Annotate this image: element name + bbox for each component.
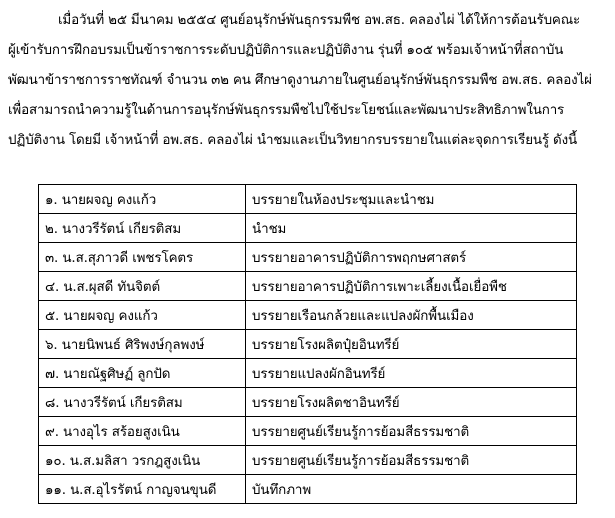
- staff-duty-cell: บันทึกภาพ: [246, 475, 577, 504]
- table-row: [39, 446, 577, 475]
- staff-duty-cell: บรรยายศูนย์เรียนรู้การย้อมสีธรรมชาติ: [246, 446, 577, 475]
- table-row: [39, 185, 577, 214]
- staff-duty-cell: บรรยายอาคารปฏิบัติการเพาะเลี้ยงเนื้อเยื่อพืช: [246, 272, 577, 301]
- staff-duty-cell: บรรยายโรงผลิตปุ๋ยอินทรีย์: [246, 330, 577, 359]
- staff-duty-cell: บรรยายเรือนกล้วยและแปลงผักพื้นเมือง: [246, 301, 577, 330]
- staff-name-cell: ๕. นายผจญ คงแก้ว: [39, 301, 246, 330]
- staff-name-cell: ๑. นายผจญ คงแก้ว: [39, 185, 246, 214]
- staff-duty-cell: นำชม: [246, 214, 577, 243]
- staff-name-cell: ๘. นางวรีรัตน์ เกียรติสม: [39, 388, 246, 417]
- table-row: [39, 359, 577, 388]
- staff-duty-table: [38, 184, 577, 504]
- table-row: [39, 301, 577, 330]
- staff-duty-cell: บรรยายโรงผลิตชาอินทรีย์: [246, 388, 577, 417]
- table-row: [39, 388, 577, 417]
- table-row: [39, 243, 577, 272]
- paragraph-line: ปฏิบัติงาน โดยมี เจ้าหน้าที่ อพ.สธ. คลองไผ่ นำชมและเป็นวิทยากรบรรยายในแต่ละจุดการเรียนรู้ ดังนี้: [8, 133, 578, 148]
- staff-name-cell: ๓. น.ส.สุภาวดี เพชรโคตร: [39, 243, 246, 272]
- staff-name-cell: ๖. นายนิพนธ์ ศิริพงษ์กุลพงษ์: [39, 330, 246, 359]
- staff-name-cell: ๒. นางวรีรัตน์ เกียรติสม: [39, 214, 246, 243]
- table-row: [39, 214, 577, 243]
- staff-duty-cell: บรรยายศูนย์เรียนรู้การย้อมสีธรรมชาติ: [246, 417, 577, 446]
- paragraph-line: ผู้เข้ารับการฝึกอบรมเป็นข้าราชการระดับปฏิบัติการและปฏิบัติงาน รุ่นที่ ๑๐๕ พร้อมเจ้าหน้าที่สถาบัน: [8, 43, 564, 58]
- staff-name-cell: ๔. น.ส.ผุสดี ทันจิตต์: [39, 272, 246, 301]
- table-row: [39, 272, 577, 301]
- staff-duty-cell: บรรยายอาคารปฏิบัติการพฤกษศาสตร์: [246, 243, 577, 272]
- table-row: [39, 417, 577, 446]
- paragraph-line: พัฒนาข้าราชการราชทัณฑ์ จำนวน ๓๒ คน ศึกษาดูงานภายในศูนย์อนุรักษ์พันธุกรรมพืช อพ.สธ. คลองไผ่: [8, 73, 592, 88]
- intro-paragraph: [8, 6, 608, 156]
- staff-name-cell: ๑๐. น.ส.มลิสา วรกฎสูงเนิน: [39, 446, 246, 475]
- staff-duty-cell: บรรยายในห้องประชุมและนำชม: [246, 185, 577, 214]
- paragraph-line: เมื่อวันที่ ๒๕ มีนาคม ๒๕๕๔ ศูนย์อนุรักษ์พันธุกรรมพืช อพ.สธ. คลองไผ่ ได้ให้การต้อนรับคณะ: [58, 13, 581, 28]
- staff-name-cell: ๗. นายณัฐศิษฏ์ ลูกปัด: [39, 359, 246, 388]
- staff-name-cell: ๙. นางอุไร สร้อยสูงเนิน: [39, 417, 246, 446]
- staff-name-cell: ๑๑. น.ส.อุไรรัตน์ กาญจนขุนดี: [39, 475, 246, 504]
- paragraph-line: เพื่อสามารถนำความรู้ในด้านการอนุรักษ์พันธุกรรมพืชไปใช้ประโยชน์และพัฒนาประสิทธิภาพในการ: [8, 103, 565, 118]
- table-row: [39, 330, 577, 359]
- staff-duty-cell: บรรยายแปลงผักอินทรีย์: [246, 359, 577, 388]
- table-row: [39, 475, 577, 504]
